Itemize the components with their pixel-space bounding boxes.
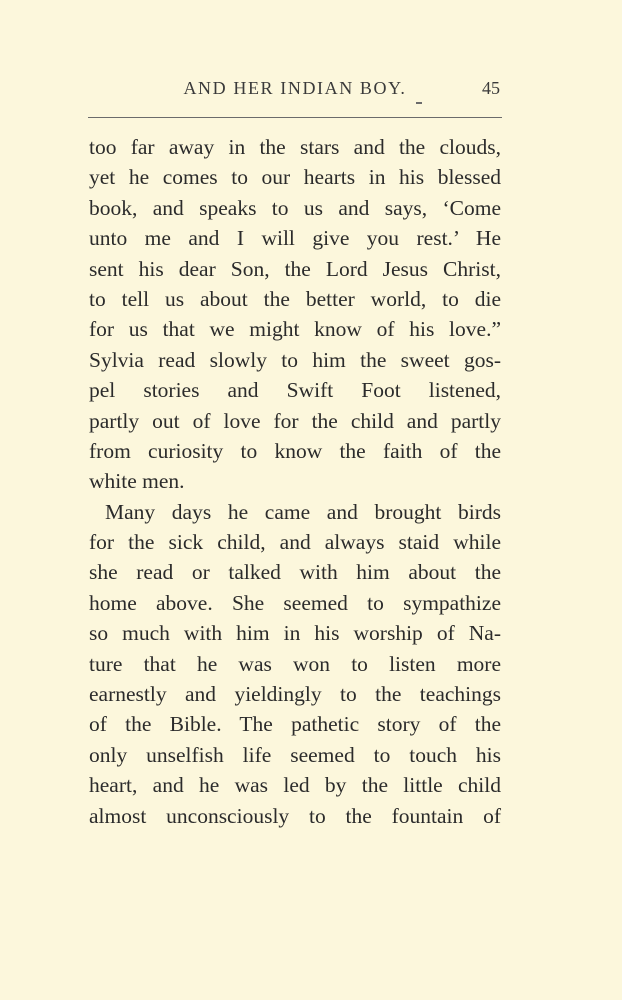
- text-line: Sylvia read slowly to him the sweet gos-: [89, 347, 501, 372]
- text-line: ture that he was won to listen more: [89, 651, 501, 676]
- text-line: for the sick child, and always staid while: [89, 530, 501, 555]
- text-line: sent his dear Son, the Lord Jesus Christ,: [89, 256, 501, 281]
- text-line: home above. She seemed to sympathize: [89, 590, 501, 615]
- text-line: heart, and he was led by the little child: [89, 773, 501, 798]
- paragraph-1: [89, 132, 501, 497]
- body-text: [89, 132, 501, 831]
- text-line: pel stories and Swift Foot listened,: [89, 378, 501, 403]
- text-line: yet he comes to our hearts in his blessed: [89, 165, 501, 190]
- text-line: for us that we might know of his love.”: [89, 317, 501, 342]
- text-line: Many days he came and brought birds: [105, 499, 501, 524]
- text-line: to tell us about the better world, to die: [89, 286, 501, 311]
- text-line: partly out of love for the child and partly: [89, 408, 501, 433]
- text-line: only unselfish life seemed to touch his: [89, 742, 501, 767]
- running-head: [88, 78, 502, 102]
- page-number: 45: [482, 78, 500, 98]
- text-line: white men.: [89, 469, 185, 494]
- text-line: of the Bible. The pathetic story of the: [89, 712, 501, 737]
- text-line: almost unconsciously to the fountain of: [89, 803, 501, 828]
- text-line: she read or talked with him about the: [89, 560, 501, 585]
- running-title: AND HER INDIAN BOY.: [183, 78, 407, 98]
- text-line: from curiosity to know the faith of the: [89, 438, 501, 463]
- text-line: earnestly and yieldingly to the teachings: [89, 682, 501, 707]
- text-line: book, and speaks to us and says, ‘Come: [89, 195, 501, 220]
- text-line: too far away in the stars and the clouds,: [89, 135, 501, 159]
- header-rule: [88, 117, 502, 118]
- text-line: unto me and I will give you rest.’ He: [89, 226, 501, 251]
- paragraph-2: [89, 497, 501, 831]
- header-mark: [416, 102, 422, 104]
- text-line: so much with him in his worship of Na-: [89, 621, 501, 646]
